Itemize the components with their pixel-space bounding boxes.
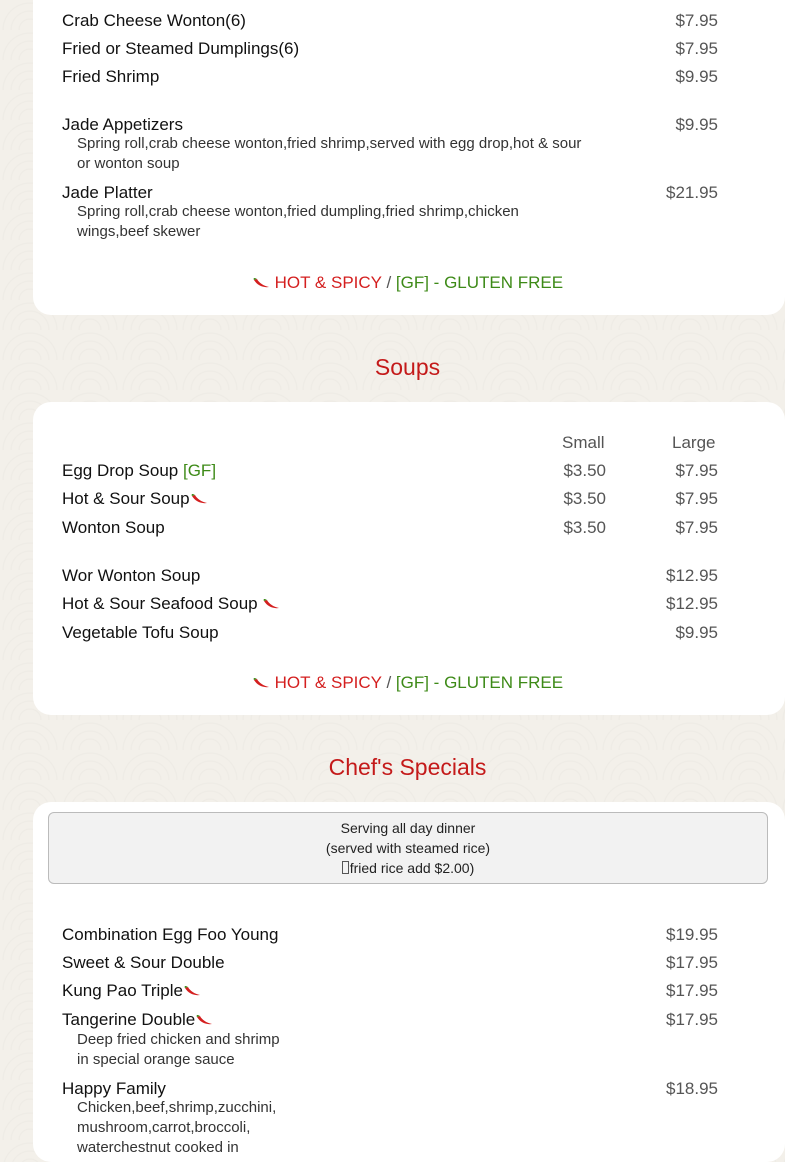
column-header-large: Large	[672, 433, 716, 452]
legend-gf: [GF] - GLUTEN FREE	[395, 273, 564, 292]
description-line: Spring roll,crab cheese wonton,fried dumpling,fried shrimp,chicken	[77, 203, 519, 220]
chili-pepper-icon	[262, 598, 280, 610]
item-name-text: Tangerine Double	[62, 1010, 196, 1029]
item-price-small: $3.50	[563, 461, 606, 480]
description-line: Deep fried chicken and shrimp	[77, 1031, 280, 1048]
item-name-text: Hot & Sour Seafood Soup	[62, 594, 258, 613]
info-line	[49, 858, 767, 878]
info-line: (served with steamed rice)	[325, 840, 491, 856]
column-header-small: Small	[562, 433, 605, 452]
serving-info-box	[48, 812, 768, 884]
item-price: $19.95	[666, 925, 718, 944]
item-name: Combination Egg Foo Young	[62, 925, 279, 944]
item-name-text: Hot & Sour Soup	[62, 489, 190, 508]
item-name-text: Kung Pao Triple	[62, 981, 183, 1000]
description-line: in special orange sauce	[77, 1051, 235, 1068]
description-line: wings,beef skewer	[77, 223, 201, 240]
item-description	[77, 1030, 617, 1070]
item-name: Fried or Steamed Dumplings(6)	[62, 39, 300, 58]
item-price: $7.95	[675, 11, 718, 30]
item-name: Sweet & Sour Double	[62, 953, 225, 972]
chili-pepper-icon	[252, 277, 270, 289]
item-price: $12.95	[666, 566, 718, 585]
legend-separator: /	[386, 673, 392, 692]
info-line-text: fried rice add $2.00)	[349, 860, 475, 876]
item-name: Jade Platter	[62, 183, 153, 202]
description-line: Chicken,beef,shrimp,zucchini,	[77, 1099, 277, 1116]
item-name: Crab Cheese Wonton(6)	[62, 11, 246, 30]
item-name	[62, 1010, 213, 1030]
info-line: Serving all day dinner	[340, 820, 476, 836]
item-name: Jade Appetizers	[62, 115, 183, 134]
gf-tag: [GF]	[182, 461, 217, 480]
item-description	[77, 134, 617, 174]
item-name: Wonton Soup	[62, 518, 165, 537]
item-name: Wor Wonton Soup	[62, 566, 201, 585]
description-line: Spring roll,crab cheese wonton,fried shrimp,served with egg drop,hot & sour	[77, 135, 582, 152]
section-title-chefs-specials: Chef's Specials	[328, 754, 487, 780]
item-description	[77, 202, 617, 242]
item-name: Fried Shrimp	[62, 67, 160, 86]
item-price-small: $3.50	[563, 489, 606, 508]
item-name: Vegetable Tofu Soup	[62, 623, 219, 642]
item-name-text: Egg Drop Soup	[62, 461, 179, 480]
item-price: $9.95	[675, 623, 718, 642]
item-price-large: $7.95	[675, 489, 718, 508]
item-price: $17.95	[666, 953, 718, 972]
legend-separator: /	[386, 273, 392, 292]
item-price: $12.95	[666, 594, 718, 613]
item-price: $21.95	[666, 183, 718, 202]
section-title-soups: Soups	[374, 354, 441, 380]
chili-pepper-icon	[190, 493, 208, 505]
spicy-gf-legend	[0, 673, 785, 693]
item-name	[62, 461, 216, 481]
description-line: waterchestnut cooked in	[77, 1139, 239, 1156]
missing-glyph-icon	[342, 861, 349, 874]
chili-pepper-icon	[183, 985, 201, 997]
item-description	[77, 1098, 617, 1158]
chili-pepper-icon	[252, 677, 270, 689]
legend-gf: [GF] - GLUTEN FREE	[395, 673, 564, 692]
item-price: $17.95	[666, 981, 718, 1000]
item-price: $9.95	[675, 115, 718, 134]
item-price-large: $7.95	[675, 518, 718, 537]
spicy-gf-legend	[0, 273, 785, 293]
item-price: $17.95	[666, 1010, 718, 1029]
item-name	[62, 594, 280, 614]
chili-pepper-icon	[195, 1014, 213, 1026]
item-price-small: $3.50	[563, 518, 606, 537]
item-name	[62, 981, 201, 1001]
legend-hot: HOT & SPICY	[274, 273, 382, 292]
item-price-large: $7.95	[675, 461, 718, 480]
legend-hot: HOT & SPICY	[274, 673, 382, 692]
item-name	[62, 489, 208, 509]
item-price: $18.95	[666, 1079, 718, 1098]
item-name: Happy Family	[62, 1079, 166, 1098]
item-price: $9.95	[675, 67, 718, 86]
description-line: or wonton soup	[77, 155, 180, 172]
item-price: $7.95	[675, 39, 718, 58]
description-line: mushroom,carrot,broccoli,	[77, 1119, 251, 1136]
